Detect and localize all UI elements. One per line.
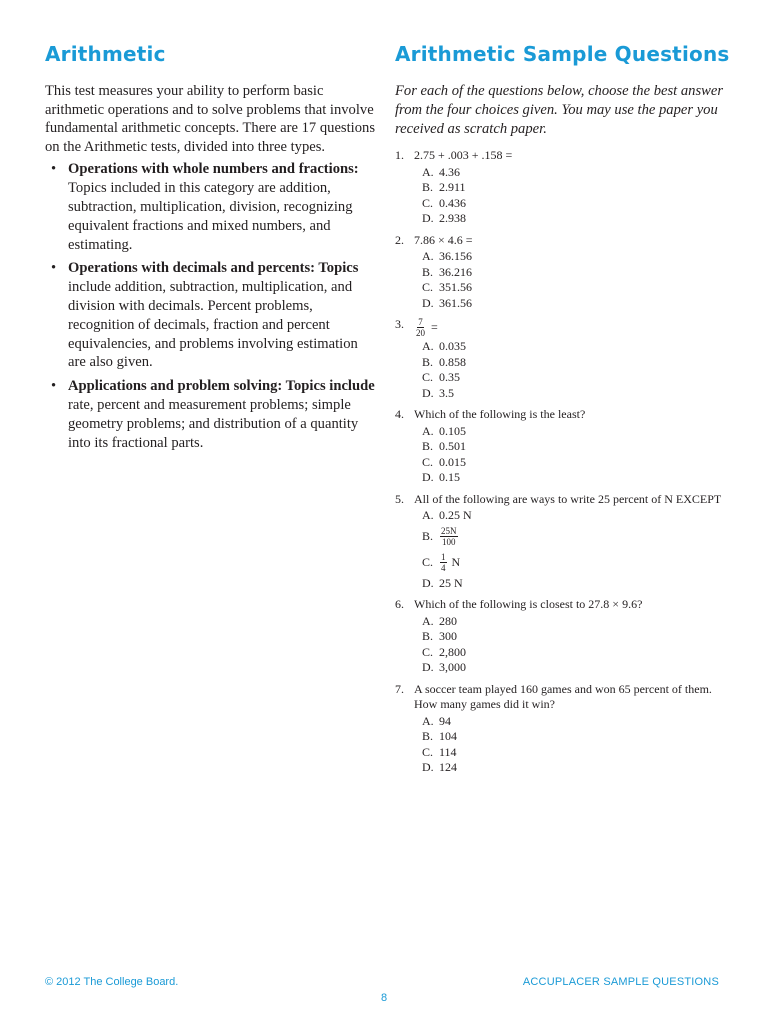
choice-letter: B. [422,264,434,279]
answer-choice [422,645,730,661]
bullet-body: Topics included in this category are addition, subtraction, multiplication, division, recognizing equivalent fractions and mixed numbers, and estimating. [68,180,353,253]
answer-choice [422,660,730,676]
question-number: 1. [395,148,404,163]
question-number: 4. [395,407,404,422]
choice-text: 124 [439,760,457,775]
choice-text: 25 N [439,575,463,590]
answer-choice [422,196,730,212]
question-text: All of the following are ways to write 25 percent of N EXCEPT [414,491,722,506]
section-heading: Arithmetic [45,42,166,66]
answer-choice [422,439,730,455]
question-type-list [45,160,375,452]
bullet-lead: Operations with whole numbers and fractions: [68,161,359,178]
question-number: 5. [395,491,404,506]
fraction-denominator: 4 [441,563,446,574]
choice-text: 0.25 N [439,508,472,523]
bullet-lead: Operations with decimals and percents: Topics [68,260,359,277]
choice-text: 0.858 [439,354,466,369]
question-item [395,682,730,776]
question-item [395,597,730,676]
question-item [395,492,730,592]
choice-letter: B. [422,354,434,369]
choice-letter: A. [422,249,434,264]
answer-choice [422,576,730,592]
answer-choice [422,470,730,486]
choice-letter: D. [422,385,434,400]
fraction [440,552,447,573]
choice-letter: C. [422,454,434,469]
answer-choice [422,249,730,265]
fraction-denominator: 100 [442,537,456,548]
question-text: Which of the following is the least? [414,407,586,422]
answer-choices [422,339,730,401]
answer-choice [422,296,730,312]
choice-text: 361.56 [439,295,472,310]
answer-choice [422,524,730,550]
choice-letter: A. [422,339,434,354]
choice-text: 300 [439,629,457,644]
answer-choice [422,424,730,440]
arithmetic-overview [45,40,375,457]
fraction-numerator: 7 [418,317,423,328]
question-text: 2.75 + .003 + .158 = [414,148,513,163]
choice-letter: B. [422,439,434,454]
bullet-whole-numbers [45,160,375,254]
question-number: 7. [395,681,404,696]
question-number: 2. [395,232,404,247]
choice-letter: B. [422,180,434,195]
choice-letter: C. [422,555,434,570]
fraction [440,526,458,547]
choice-letter: D. [422,575,434,590]
question-item [395,317,730,401]
choice-text: 104 [439,729,457,744]
answer-choice [422,280,730,296]
choice-text: 0.035 [439,339,466,354]
question-stem [395,597,730,613]
bullet-body: rate, percent and measurement problems; simple geometry problems; and distribution of a quantity into its fractional parts. [68,396,359,451]
bullet-applications [45,377,375,452]
question-stem [395,492,730,508]
answer-choice [422,455,730,471]
choice-text: 0.35 [439,370,460,385]
choice-text: 2,800 [439,644,466,659]
fraction-numerator: 1 [441,552,446,563]
question-number: 3. [395,317,404,332]
footer-series-title: ACCUPLACER SAMPLE QUESTIONS [522,976,719,988]
intro-paragraph: This test measures your ability to perform basic arithmetic operations and to solve problems that involve fundamental arithmetic concepts. There are 17 questions on the Arithmetic tests, divided into three types. [45,83,375,155]
answer-choice [422,550,730,576]
fraction-denominator: 20 [416,328,425,339]
answer-choice [422,386,730,402]
choice-letter: B. [422,529,434,544]
question-number: 6. [395,597,404,612]
answer-choice [422,180,730,196]
question-stem [395,317,730,338]
question-text: A soccer team played 160 games and won 65 percent of them. How many games did it win? [414,681,712,712]
choice-letter: D. [422,660,434,675]
choice-text [439,526,461,547]
choice-letter: C. [422,370,434,385]
choice-letter: A. [422,508,434,523]
question-stem [395,682,730,713]
answer-choices [422,614,730,676]
choice-text: 0.501 [439,439,466,454]
question-text [414,317,730,338]
choice-text: 351.56 [439,280,472,295]
question-item [395,407,730,486]
choice-letter: D. [422,470,434,485]
answer-choices [422,165,730,227]
choice-text: 0.15 [439,470,460,485]
choice-text: 0.015 [439,454,466,469]
choice-letter: D. [422,760,434,775]
question-item [395,148,730,227]
question-list [395,148,730,776]
question-stem [395,407,730,423]
choice-letter: D. [422,211,434,226]
questions-heading: Arithmetic Sample Questions [395,42,730,66]
answer-choice [422,508,730,524]
choice-letter: B. [422,629,434,644]
choice-letter: A. [422,613,434,628]
answer-choice [422,760,730,776]
choice-text: 0.105 [439,423,466,438]
answer-choices [422,714,730,776]
answer-choice [422,614,730,630]
choice-text: 2.911 [439,180,466,195]
choice-suffix: N [451,554,461,569]
choice-text [439,552,460,573]
answer-choice [422,629,730,645]
choice-text: 3.5 [439,385,454,400]
choice-letter: A. [422,423,434,438]
question-item [395,233,730,312]
choice-letter: A. [422,713,434,728]
choice-letter: B. [422,729,434,744]
choice-letter: D. [422,295,434,310]
choice-letter: C. [422,644,434,659]
choice-letter: C. [422,280,434,295]
bullet-body: include addition, subtraction, multiplication, and division with decimals. Percent problems, recognition of decimals, fraction and percent equivalencies, and problems involving estimation are also given. [68,279,358,371]
answer-choice [422,211,730,227]
fraction [415,317,426,338]
answer-choice [422,165,730,181]
answer-choices [422,508,730,591]
choice-text: 3,000 [439,660,466,675]
answer-choice [422,265,730,281]
question-suffix: = [431,319,438,334]
choice-text: 114 [439,744,457,759]
answer-choice [422,745,730,761]
question-stem [395,148,730,164]
bullet-decimals [45,259,375,372]
choice-letter: C. [422,195,434,210]
bullet-lead: Applications and problem solving: Topics include [68,378,375,395]
choice-text: 36.156 [439,249,472,264]
choice-text: 280 [439,613,457,628]
answer-choice [422,355,730,371]
answer-choice [422,729,730,745]
choice-text: 0.436 [439,195,466,210]
answer-choices [422,424,730,486]
choice-text: 36.216 [439,264,472,279]
page-number: 8 [380,992,388,1004]
answer-choice [422,339,730,355]
fraction-numerator: 25N [441,526,457,537]
instructions: For each of the questions below, choose the best answer from the four choices given. You may use the paper you received as scratch paper. [395,83,724,137]
answer-choices [422,249,730,311]
answer-choice [422,370,730,386]
choice-letter: A. [422,164,434,179]
question-stem [395,233,730,249]
choice-text: 94 [439,713,451,728]
question-text: 7.86 × 4.6 = [414,232,473,247]
choice-text: 4.36 [439,164,460,179]
choice-text: 2.938 [439,211,466,226]
question-text: Which of the following is closest to 27.8 × 9.6? [414,597,643,612]
choice-letter: C. [422,744,434,759]
copyright-notice: © 2012 The College Board. [45,976,179,988]
sample-questions [395,40,730,782]
answer-choice [422,714,730,730]
